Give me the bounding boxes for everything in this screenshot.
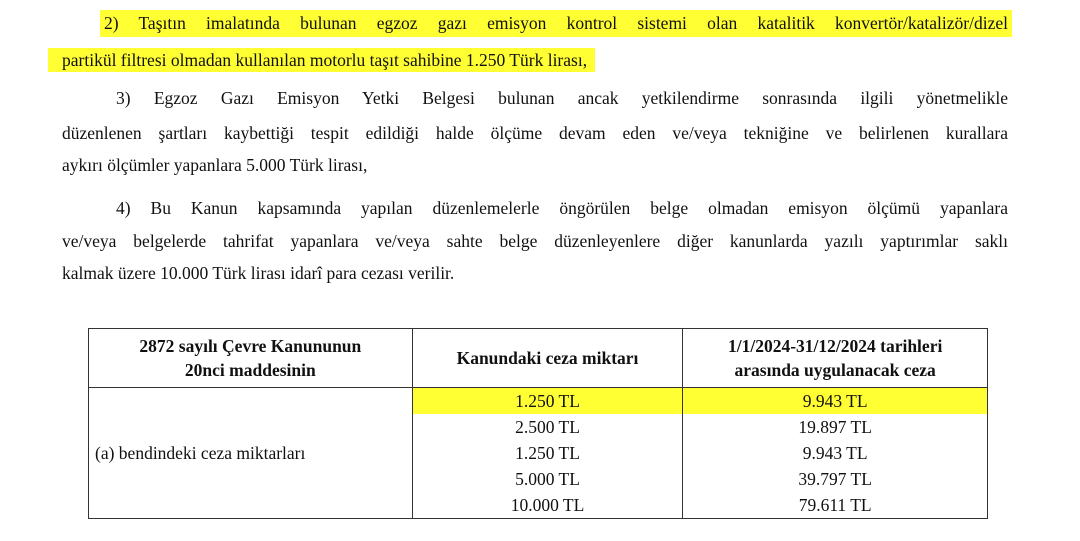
applied-amount: 39.797 TL: [683, 466, 988, 492]
highlighted-text: partikül filtresi olmadan kullanılan motorlu taşıt sahibine 1.250 Türk lirası,: [48, 48, 595, 72]
paragraph-4-line-2: ve/veya belgelerde tahrifat yapanlara ve/veya sahte belge düzenleyenlere diğer kanunlarda yazılı yaptırımlar saklı: [62, 231, 1008, 251]
table-row: [89, 388, 988, 415]
paragraph-2-line-2: [48, 48, 994, 72]
header-article: 2872 sayılı Çevre Kanununun 20nci maddesinin: [89, 329, 413, 388]
row-label: (a) bendindeki ceza miktarları: [89, 388, 413, 519]
header-law-amount: Kanundaki ceza miktarı: [412, 329, 683, 388]
law-amount: 1.250 TL: [412, 388, 683, 415]
law-amount: 2.500 TL: [412, 414, 683, 440]
applied-amount: 19.897 TL: [683, 414, 988, 440]
header-applied-amount: 1/1/2024-31/12/2024 tarihleri arasında uygulanacak ceza: [683, 329, 988, 388]
table-header-row: [89, 329, 988, 388]
paragraph-3-line-3: aykırı ölçümler yapanlara 5.000 Türk lirası,: [62, 155, 368, 175]
law-amount: 1.250 TL: [412, 440, 683, 466]
highlighted-text: 2) Taşıtın imalatında bulunan egzoz gazı emisyon kontrol sistemi olan katalitik konvertör/katalizör/dizel: [100, 10, 1012, 37]
applied-amount: 9.943 TL: [683, 440, 988, 466]
paragraph-3-line-1: 3) Egzoz Gazı Emisyon Yetki Belgesi bulunan ancak yetkilendirme sonrasında ilgili yönetmelikle: [116, 88, 1008, 108]
paragraph-4-line-3: kalmak üzere 10.000 Türk lirası idarî para cezası verilir.: [62, 263, 455, 283]
applied-amount: 9.943 TL: [683, 388, 988, 415]
paragraph-2-line-1: [100, 10, 1012, 37]
penalty-table: [88, 328, 988, 519]
law-amount: 5.000 TL: [412, 466, 683, 492]
law-amount: 10.000 TL: [412, 492, 683, 519]
paragraph-3-line-2: düzenlenen şartları kaybettiği tespit edildiği halde ölçüme devam eden ve/veya tekniğine ve belirlenen kurallara: [62, 123, 1008, 143]
applied-amount: 79.611 TL: [683, 492, 988, 519]
paragraph-4-line-1: 4) Bu Kanun kapsamında yapılan düzenlemelerle öngörülen belge olmadan emisyon ölçümü yapanlara: [116, 198, 1008, 218]
